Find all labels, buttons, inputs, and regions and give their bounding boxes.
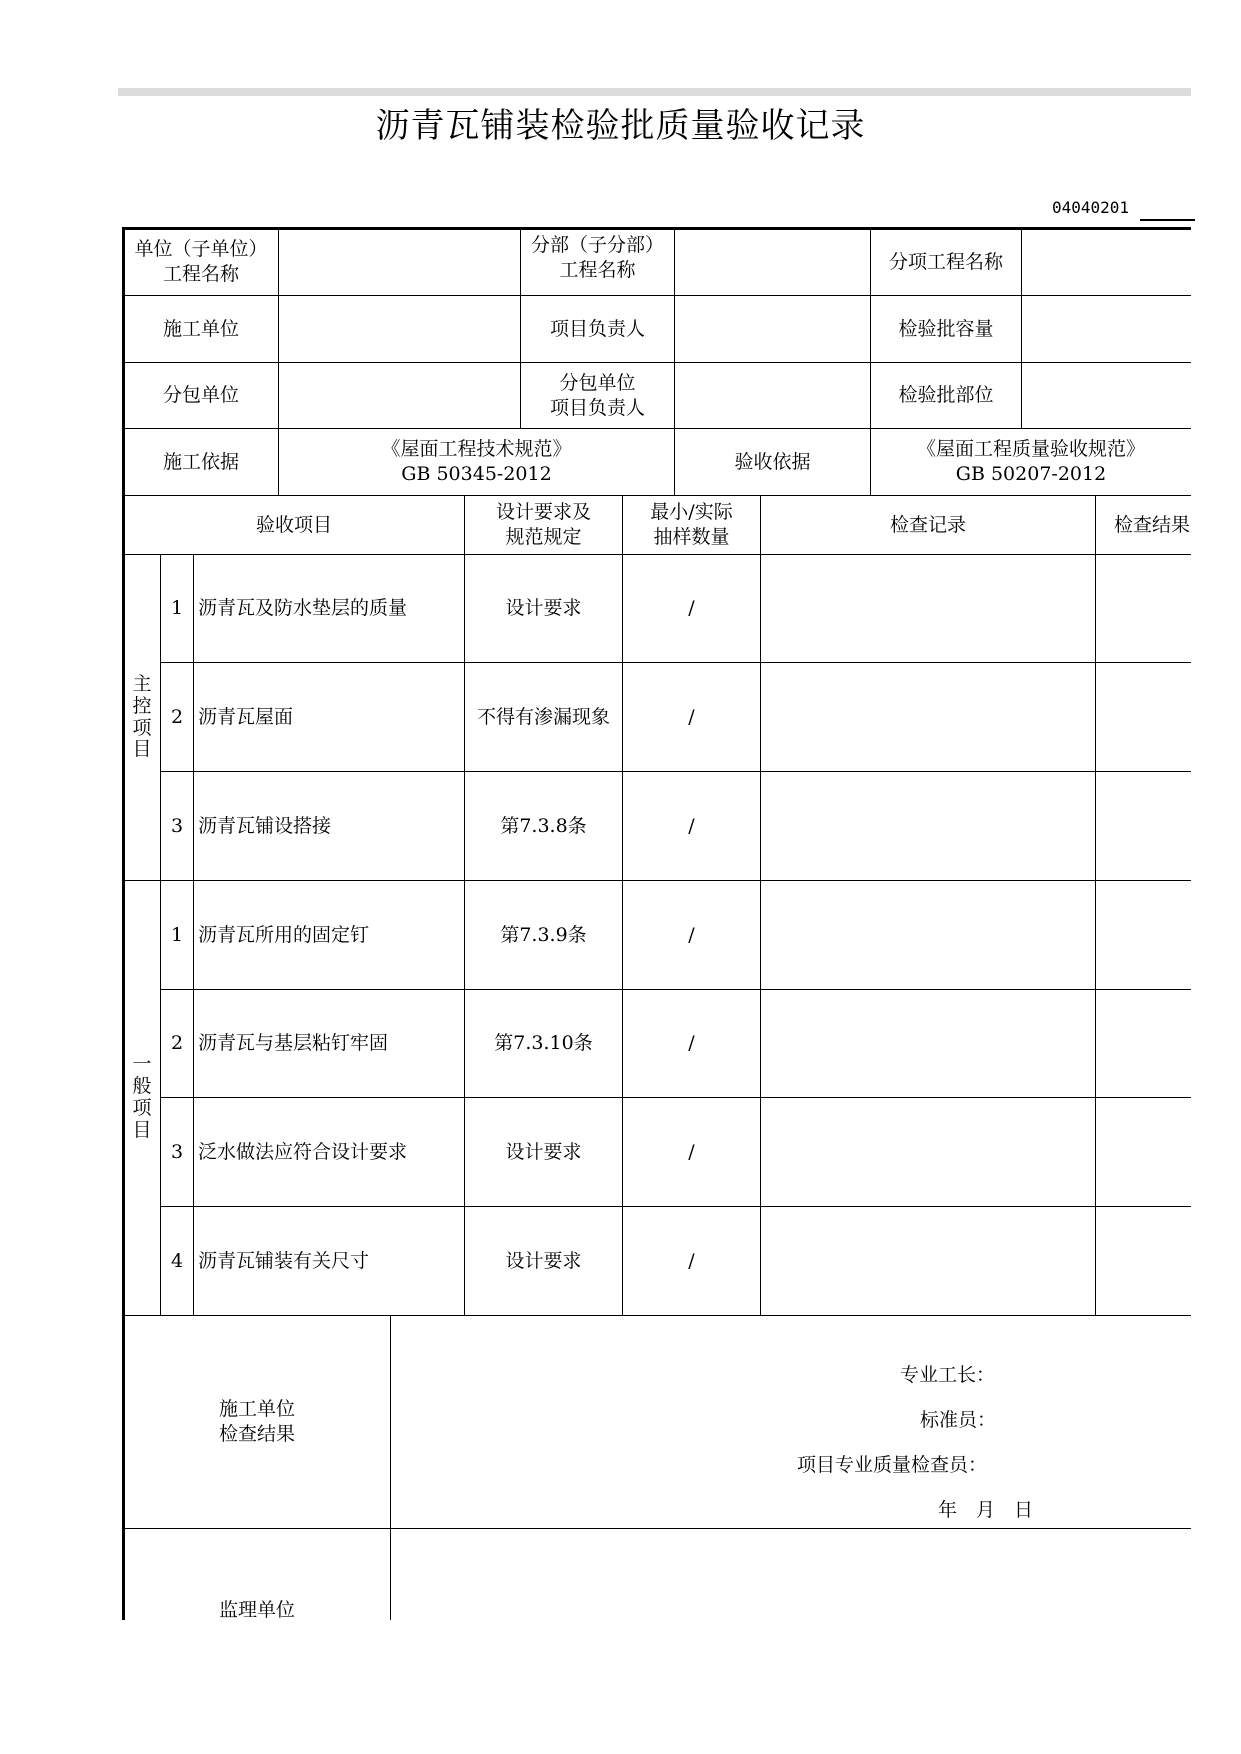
main-item-result[interactable]	[1096, 772, 1191, 880]
subcontract-manager-label: 分包单位 项目负责人	[549, 371, 645, 419]
project-manager-label: 项目负责人	[549, 317, 645, 340]
general-item-sample[interactable]: /	[688, 1140, 695, 1163]
header-requirement: 设计要求及 规范规定	[495, 501, 591, 548]
construction-check-area[interactable]	[391, 1316, 1191, 1528]
main-item-result[interactable]	[1096, 663, 1191, 771]
general-item-record[interactable]	[761, 1207, 1095, 1315]
batch-location-field[interactable]	[1022, 363, 1191, 428]
main-item-sample[interactable]: /	[688, 705, 695, 728]
batch-location-label: 检验批部位	[898, 384, 994, 407]
top-divider-bar	[118, 88, 1191, 96]
main-item-requirement: 不得有渗漏现象	[476, 705, 610, 728]
sub-item-name-label: 分项工程名称	[888, 250, 1003, 273]
main-item-no: 3	[170, 814, 184, 837]
construction-check-label: 施工单位 检查结果	[218, 1398, 295, 1445]
general-item-no: 4	[170, 1249, 184, 1272]
general-category: 一 般 项 目	[132, 1053, 152, 1141]
general-item-result[interactable]	[1096, 881, 1191, 989]
sub-division-name-field[interactable]	[675, 229, 870, 295]
construction-basis-value: 《屋面工程技术规范》 GB 50345-2012	[381, 438, 572, 485]
header-record: 检查记录	[889, 513, 966, 536]
project-manager-field[interactable]	[675, 296, 870, 362]
general-item-record[interactable]	[761, 990, 1095, 1097]
main-item-no: 1	[170, 597, 184, 620]
main-item-record[interactable]	[761, 663, 1095, 771]
general-item-no: 3	[170, 1140, 184, 1163]
main-control-category: 主 控 项 目	[132, 672, 152, 761]
header-item: 验收项目	[255, 513, 332, 536]
general-item-name: 沥青瓦与基层粘钉牢固	[198, 1032, 389, 1055]
unit-project-name-label: 单位（子单位） 工程名称	[134, 238, 268, 285]
general-item-requirement: 第7.3.9条	[500, 923, 587, 946]
supervision-area[interactable]	[391, 1529, 1191, 1620]
general-item-sample[interactable]: /	[688, 923, 695, 946]
main-item-sample[interactable]: /	[688, 814, 695, 837]
subcontract-unit-field[interactable]	[279, 363, 520, 428]
general-item-name: 沥青瓦铺装有关尺寸	[198, 1249, 370, 1272]
page-title: 沥青瓦铺装检验批质量验收记录	[375, 106, 866, 146]
main-item-record[interactable]	[761, 772, 1095, 880]
quality-inspector-label: 项目专业质量检查员：	[797, 1454, 988, 1476]
subcontract-unit-label: 分包单位	[162, 384, 239, 407]
main-item-no: 2	[170, 705, 184, 728]
sub-division-name-label: 分部（子分部） 工程名称	[530, 234, 664, 281]
main-item-requirement: 第7.3.8条	[500, 814, 587, 837]
general-item-no: 1	[170, 923, 184, 946]
supervision-unit-label: 监理单位	[218, 1598, 295, 1621]
acceptance-basis-label: 验收依据	[734, 450, 811, 473]
general-item-record[interactable]	[761, 881, 1095, 989]
batch-capacity-label: 检验批容量	[898, 317, 994, 340]
general-item-requirement: 设计要求	[505, 1249, 582, 1272]
form-code-underline	[1140, 219, 1195, 221]
general-item-requirement: 第7.3.10条	[494, 1032, 593, 1055]
main-item-name: 沥青瓦铺设搭接	[198, 814, 332, 837]
general-item-no: 2	[170, 1032, 184, 1055]
main-item-name: 沥青瓦屋面	[198, 705, 294, 728]
general-item-name: 沥青瓦所用的固定钉	[198, 923, 370, 946]
sub-item-name-field[interactable]	[1022, 229, 1191, 295]
general-item-name: 泛水做法应符合设计要求	[198, 1140, 408, 1163]
main-item-sample[interactable]: /	[688, 597, 695, 620]
batch-capacity-field[interactable]	[1022, 296, 1191, 362]
header-result: 检查结果	[1114, 513, 1191, 536]
check-date: 年 月 日	[938, 1499, 1034, 1521]
main-item-name: 沥青瓦及防水垫层的质量	[198, 597, 408, 620]
general-item-record[interactable]	[761, 1098, 1095, 1206]
construction-unit-field[interactable]	[279, 296, 520, 362]
general-item-result[interactable]	[1096, 1207, 1191, 1315]
form-code: 04040201	[1052, 198, 1130, 217]
main-item-result[interactable]	[1096, 555, 1191, 662]
unit-project-name-field[interactable]	[279, 229, 520, 295]
general-item-sample[interactable]: /	[688, 1249, 695, 1272]
standard-officer-label: 标准员：	[920, 1409, 997, 1431]
subcontract-manager-field[interactable]	[675, 363, 870, 428]
general-item-result[interactable]	[1096, 1098, 1191, 1206]
general-item-sample[interactable]: /	[688, 1032, 695, 1055]
general-item-requirement: 设计要求	[505, 1140, 582, 1163]
acceptance-basis-value: 《屋面工程质量验收规范》 GB 50207-2012	[916, 438, 1145, 485]
header-sample: 最小/实际 抽样数量	[650, 501, 733, 548]
construction-unit-label: 施工单位	[162, 317, 239, 340]
foreman-signature-label: 专业工长：	[900, 1364, 996, 1386]
general-item-result[interactable]	[1096, 990, 1191, 1097]
main-item-requirement: 设计要求	[505, 597, 582, 620]
construction-basis-label: 施工依据	[162, 450, 239, 473]
main-item-record[interactable]	[761, 555, 1095, 662]
